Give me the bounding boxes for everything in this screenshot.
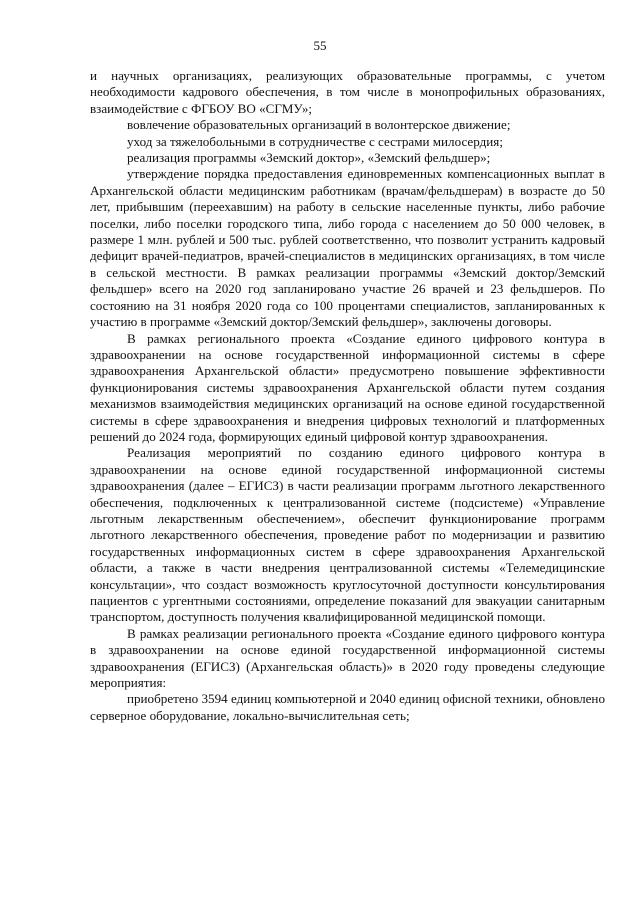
paragraph-2: вовлечение образовательных организаций в волонтерское движение; xyxy=(127,117,511,133)
body-text xyxy=(90,68,605,724)
paragraph-4: реализация программы «Земский доктор», «Земский фельдшер»; xyxy=(127,150,491,166)
paragraph-1: и научных организациях, реализующих образовательные программы, с учетом необходимости кадрового обеспечения, в том числе в монопрофильных образованиях, взаимодействие с ФГБОУ ВО «СГМУ»; xyxy=(90,68,605,116)
page-number: 55 xyxy=(313,38,327,53)
paragraph-5: утверждение порядка предоставления единовременных компенсационных выплат в Архангельской области медицинским работникам (врачам/фельдшерам) в возрасте до 50 лет, прибывшим (переехавшим) на работу в сельские населенные пункты, либо рабочие поселки, либо поселки городского типа, либо города с населением до 50 000 человек, в размере 1 млн. рублей и 500 тыс. рублей соответственно, что позволит устранить кадровый дефицит врачей-педиатров, врачей-специалистов в медицинских организациях, в том числе в сельской местности. В рамках реализации программы «Земский доктор/Земский фельдшер» всего на 2020 год запланировано участие 26 врачей и 23 фельдшеров. По состоянию на 31 ноября 2020 года со 100 процентами специалистов, запланированных к участию в программе «Земский доктор/Земский фельдшер», заключены договоры. xyxy=(90,166,605,330)
paragraph-9: приобретено 3594 единиц компьютерной и 2040 единиц офисной техники, обновлено серверное оборудование, локально-вычислительная сеть; xyxy=(90,691,605,723)
paragraph-8: В рамках реализации регионального проекта «Создание единого цифрового контура в здравоохранении на основе единой государственной информационной системы здравоохранения (ЕГИСЗ) (Архангельская область)» в 2020 году проведены следующие мероприятия: xyxy=(90,625,605,691)
paragraph-3: уход за тяжелобольными в сотрудничестве с сестрами милосердия; xyxy=(127,133,503,149)
paragraph-7: Реализация мероприятий по созданию единого цифрового контура в здравоохранении на основе единой государственной информационной системы здравоохранения (далее – ЕГИСЗ) в части реализации программ льготного лекарственного обеспечения, подключенных к централизованной системе (подсистеме) «Управление льготным лекарственным обеспечением», обеспечит функционирование программ льготного лекарственного обеспечения, проведение работ по модернизации и развитию государственных информационных систем в сфере здравоохранения Архангельской области, а также в части внедрения централизованной системы «Телемедицинские консультации», что создаст возможность круглосуточной доступности консультирования пациентов с ургентными состояниями, определение показаний для эвакуации санитарным транспортом, доступность получения квалифицированной медицинской помощи. xyxy=(90,445,605,625)
paragraph-6: В рамках регионального проекта «Создание единого цифрового контура в здравоохранении на основе государственной информационной системы в сфере здравоохранения Архангельской области» предусмотрено повышение эффективности функционирования системы здравоохранения Архангельской области путем создания механизмов взаимодействия медицинских организаций на основе единой государственной системы в сфере здравоохранения и внедрения цифровых технологий и платформенных решений до 2024 года, формирующих единый цифровой контур здравоохранения. xyxy=(90,330,605,444)
